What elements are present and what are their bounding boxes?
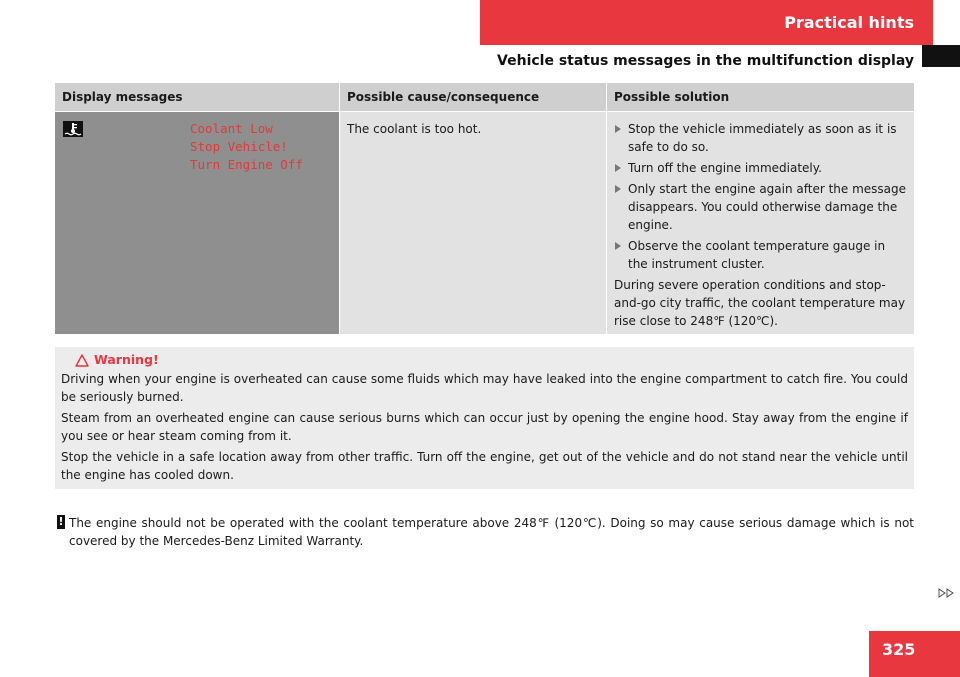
column-header-display: Display messages (55, 83, 340, 112)
solution-text: Observe the coolant temperature gauge in the instrument cluster. (628, 239, 886, 271)
display-line: Stop Vehicle! (190, 139, 288, 154)
bullet-arrow-icon (614, 125, 622, 133)
warning-paragraph: Driving when your engine is overheated can cause some fluids which may have leaked into the engine compartment to catch fire. You could be seriously burned. (61, 372, 908, 404)
page-subtitle: Vehicle status messages in the multifunction display (497, 53, 914, 69)
solution-text: Stop the vehicle immediately as soon as it is safe to do so. (628, 122, 897, 154)
header-marker (922, 45, 960, 67)
section-tab (480, 0, 933, 45)
section-title: Practical hints (784, 13, 914, 32)
page-number: 325 (882, 640, 916, 659)
solution-item (614, 159, 907, 177)
solution-item (614, 180, 907, 234)
page-number-tab (869, 631, 960, 677)
column-header-cause: Possible cause/consequence (340, 83, 607, 112)
warning-heading (75, 351, 908, 369)
warning-paragraph: Stop the vehicle in a safe location away from other traffic. Turn off the engine, get out of the vehicle and do not stand near the vehicle until the engine has cooled down. (61, 450, 908, 482)
solution-text: Turn off the engine immediately. (628, 161, 822, 175)
cause-cell: The coolant is too hot. (340, 112, 607, 335)
solution-item (614, 237, 907, 273)
display-message-cell (55, 112, 340, 335)
bullet-arrow-icon (614, 185, 622, 193)
display-line: Coolant Low (190, 121, 273, 136)
display-text (190, 120, 332, 174)
solution-cell (607, 112, 915, 335)
status-messages-table (55, 83, 914, 334)
solution-note: During severe operation conditions and stop-and-go city traffic, the coolant temperature may rise close to 248℉ (120℃). (614, 278, 906, 328)
bullet-arrow-icon (614, 242, 622, 250)
exclamation-icon: ! (58, 515, 64, 528)
display-line: Turn Engine Off (190, 157, 303, 172)
solution-text: Only start the engine again after the message disappears. You could otherwise damage the engine. (628, 182, 907, 232)
solution-item (614, 120, 907, 156)
column-header-solution: Possible solution (607, 83, 915, 112)
note-text: The engine should not be operated with the coolant temperature above 248℉ (120℃). Doing so may cause serious damage which is not covered by the Mercedes-Benz Limited Warranty. (69, 516, 914, 548)
table-header-row (55, 83, 914, 112)
warning-triangle-icon (75, 354, 89, 367)
warning-paragraph: Steam from an overheated engine can cause serious burns which can occur just by opening the engine hood. Stay away from the engine if you see or hear steam coming from it. (61, 411, 908, 443)
bullet-arrow-icon (614, 164, 622, 172)
coolant-temperature-icon (63, 121, 83, 137)
warning-box (55, 347, 914, 489)
table-row (55, 112, 914, 335)
continue-arrows-icon (938, 588, 956, 598)
warning-title: Warning! (94, 352, 159, 367)
damage-note (57, 514, 914, 550)
